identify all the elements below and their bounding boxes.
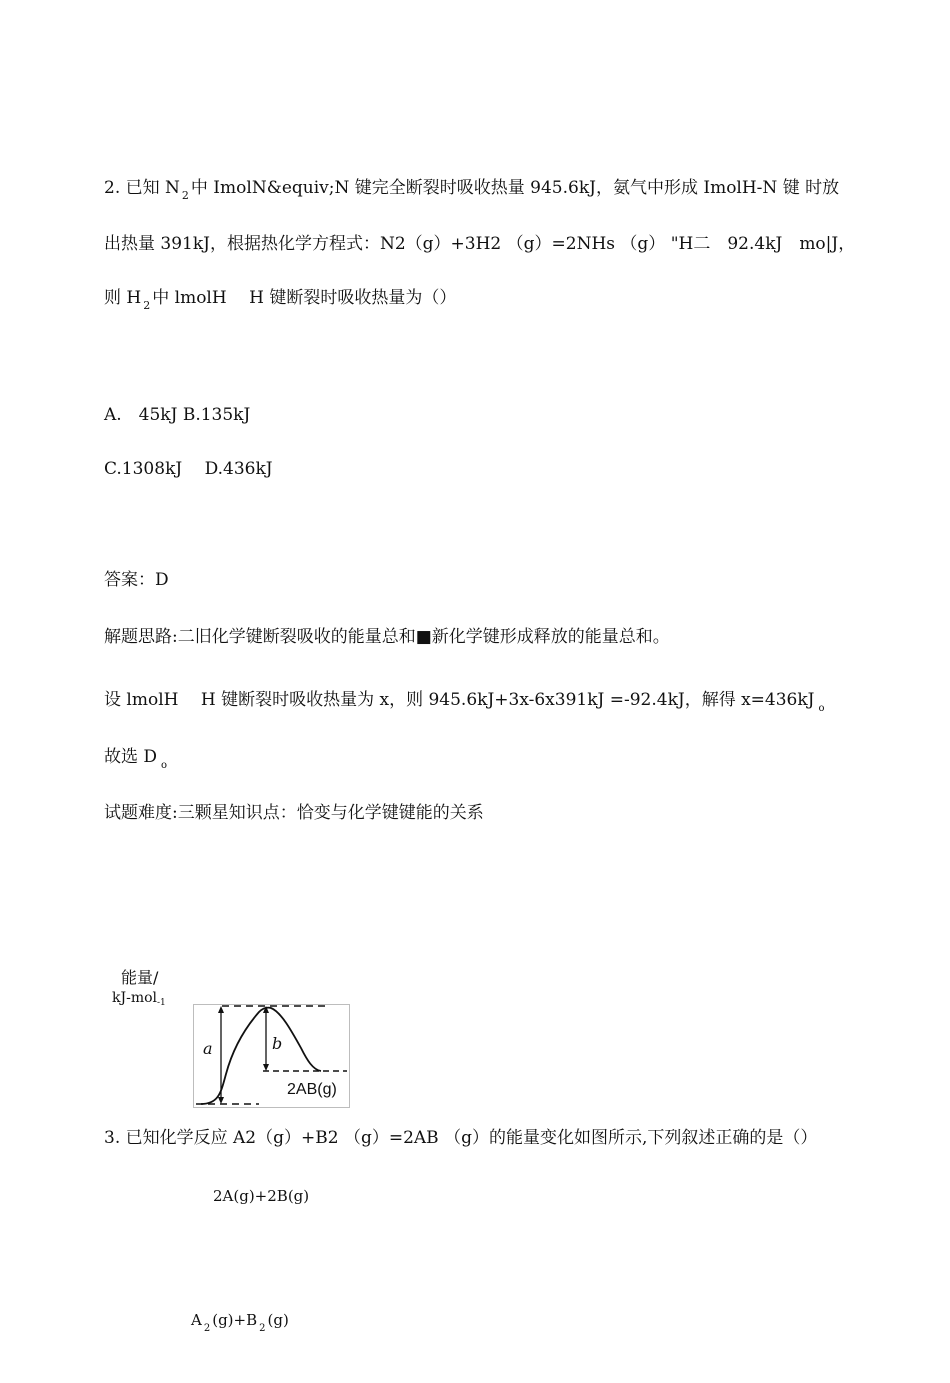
q2-options-ab: A. 45kJ B.135kJ [104,405,251,425]
q2-stem-line-3: 则 H $_2$ 中 lmolH H 键断裂时吸收热量为（） [104,288,457,312]
solution-idea: 解题思路:二旧化学键断裂吸收的能量总和■新化学键形成释放的能量总和。 [104,627,670,647]
product-label: 2AB(g) [287,1081,337,1098]
q2-stem-line-2: 出热量 391kJ，根据热化学方程式：N2（g）+3H2 （g）=2NHs （g） "H二 92.4kJ mo|J， [104,234,856,254]
q2-options-cd: C.1308kJ D.436kJ [104,459,273,479]
energy-diagram [193,1004,350,1108]
q2-stem-line-1: 2. 已知 N $_2$ 中 ImolN&equiv;N 键完全断裂时吸收热量 945.6kJ，氨气中形成 ImolH-N 键 时放 [104,178,840,202]
q3-level-bottom: A $_2$ (g)+B $_2$ (g) [191,1311,289,1334]
q3-stem: 3. 已知化学反应 A2（g）+B2 （g）=2AB （g）的能量变化如图所示,下列叙述正确的是（） [104,1128,818,1148]
figure-y-label-line-2: kJ-mol$_{-1}$ [112,990,166,1008]
difficulty-knowledge-point: 试题难度:三颗星知识点：恰变与化学键键能的关系 [104,803,484,823]
answer-label: 答案：D [104,570,169,590]
label-a: a [203,1039,213,1058]
solution-choice: 故选 D $_o$ [104,747,168,771]
q3-level-top: 2A(g)+2B(g) [213,1187,310,1205]
figure-y-label-line-1: 能量/ [121,968,159,987]
solution-calculation: 设 lmolH H 键断裂时吸收热量为 x，则 945.6kJ+3x-6x391kJ =-92.4kJ，解得 x=436kJ $_o$ [104,690,825,714]
label-b: b [272,1034,283,1053]
